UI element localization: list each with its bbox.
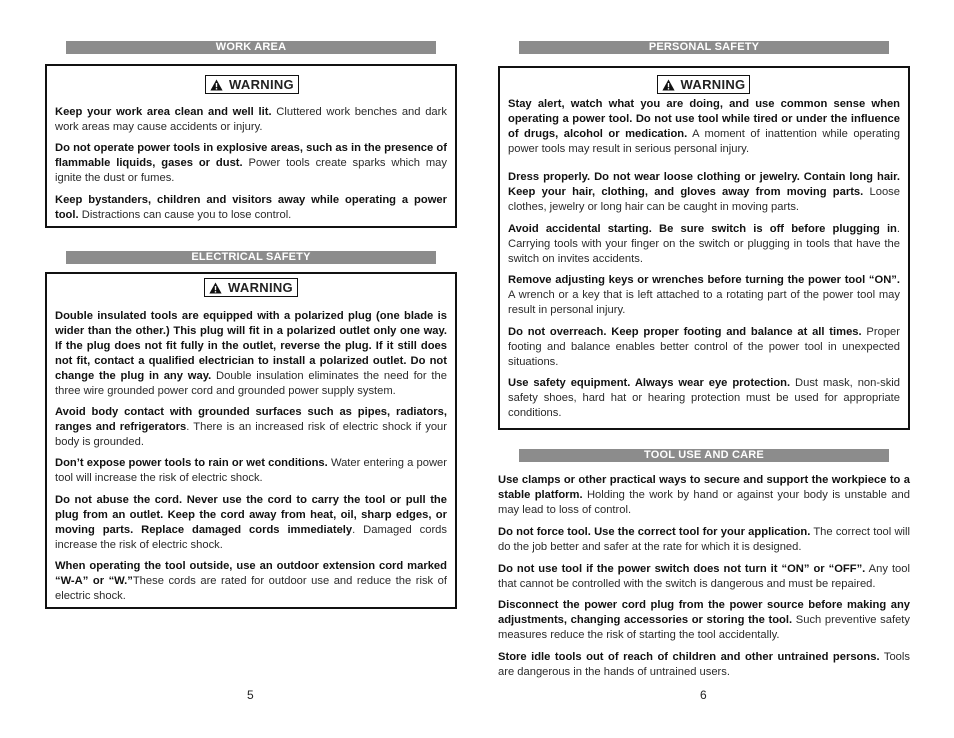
- paragraph: Disconnect the power cord plug from the power source before making any adjustments, changing accessories or storing the tool. Such preventive safety measures reduce the risk of starting the tool accidentally.: [498, 599, 911, 641]
- paragraph: Avoid accidental starting. Be sure switch is off before plugging in. Carrying tools with your finger on the switch or plugging in tools that have the switch on invites accidents.: [508, 223, 900, 265]
- paragraph: Use safety equipment. Always wear eye protection. Dust mask, non-skid safety shoes, hard hat or hearing protection must be used for appropriate conditions.: [508, 377, 900, 419]
- warning-label: [204, 278, 298, 297]
- warning-text: WARNING: [680, 77, 746, 92]
- paragraph: Keep bystanders, children and visitors away while operating a power tool. Distractions can cause you to lose control.: [55, 194, 447, 221]
- paragraph: Stay alert, watch what you are doing, and use common sense when operating a power tool. Do not use tool while tired or under the influence of drugs, alcohol or medication. A moment of inattention while operating power tools may result in serious personal injury.: [508, 98, 900, 155]
- warning-triangle-icon: [209, 282, 222, 294]
- warning-text: WARNING: [228, 280, 293, 295]
- paragraph: Double insulated tools are equipped with a polarized plug (one blade is wider than the other.) This plug will fit in a polarized outlet only one way. If the plug does not fit fully in the outlet, reverse the plug. If it still does not fit, contact a qualified electrician to install a polarized outlet. Do not change the plug in any way. Double insulation eliminates the need for the three wire grounded power cord and grounded power supply system.: [55, 310, 447, 397]
- paragraph: Dress properly. Do not wear loose clothing or jewelry. Contain long hair. Keep your hair, clothing, and gloves away from moving parts. Loose clothes, jewelry or long hair can be caught in moving parts.: [508, 171, 900, 213]
- paragraph: Do not operate power tools in explosive areas, such as in the presence of flammable liquids, gases or dust. Power tools create sparks which may ignite the dust or fumes.: [55, 142, 447, 184]
- warning-text: WARNING: [229, 77, 294, 92]
- page-number: 5: [247, 688, 254, 702]
- electrical-safety-heading: ELECTRICAL SAFETY: [66, 251, 436, 264]
- warning-triangle-icon: [662, 79, 675, 91]
- work-area-heading: WORK AREA: [66, 41, 436, 54]
- paragraph: Keep your work area clean and well lit. Cluttered work benches and dark work areas may cause accidents or injury.: [55, 106, 447, 133]
- paragraph: Do not overreach. Keep proper footing and balance at all times. Proper footing and balance enables better control of the power tool in unexpected situations.: [508, 326, 900, 368]
- paragraph: Remove adjusting keys or wrenches before turning the power tool “ON”. A wrench or a key that is left attached to a rotating part of the power tool may result in personal injury.: [508, 274, 900, 316]
- paragraph: Don’t expose power tools to rain or wet conditions. Water entering a power tool will increase the risk of electric shock.: [55, 457, 447, 484]
- paragraph: Avoid body contact with grounded surfaces such as pipes, radiators, ranges and refrigerators. There is an increased risk of electric shock if your body is grounded.: [55, 406, 447, 448]
- warning-triangle-icon: [210, 79, 223, 91]
- paragraph: Do not force tool. Use the correct tool for your application. The correct tool will do the job better and safer at the rate for which it is designed.: [498, 526, 910, 553]
- paragraph: Store idle tools out of reach of children and other untrained persons. Tools are dangerous in the hands of untrained users.: [498, 651, 910, 678]
- warning-label: [205, 75, 299, 94]
- tool-use-heading: TOOL USE AND CARE: [519, 449, 889, 462]
- paragraph: Use clamps or other practical ways to secure and support the workpiece to a stable platform. Holding the work by hand or against your body is unstable and may lead to loss of control.: [498, 474, 910, 516]
- paragraph: Do not abuse the cord. Never use the cord to carry the tool or pull the plug from an outlet. Keep the cord away from heat, oil, sharp edges, or moving parts. Replace damaged cords immediately. Damaged cords increase the risk of electric shock.: [55, 494, 447, 551]
- personal-safety-heading: PERSONAL SAFETY: [519, 41, 889, 54]
- paragraph: When operating the tool outside, use an outdoor extension cord marked “W-A” or “W.”These cords are rated for outdoor use and reduce the risk of electric shock.: [55, 560, 447, 602]
- warning-label: [657, 75, 750, 94]
- paragraph: Do not use tool if the power switch does not turn it “ON” or “OFF”. Any tool that cannot be controlled with the switch is dangerous and must be repaired.: [498, 563, 910, 590]
- page-number: 6: [700, 688, 707, 702]
